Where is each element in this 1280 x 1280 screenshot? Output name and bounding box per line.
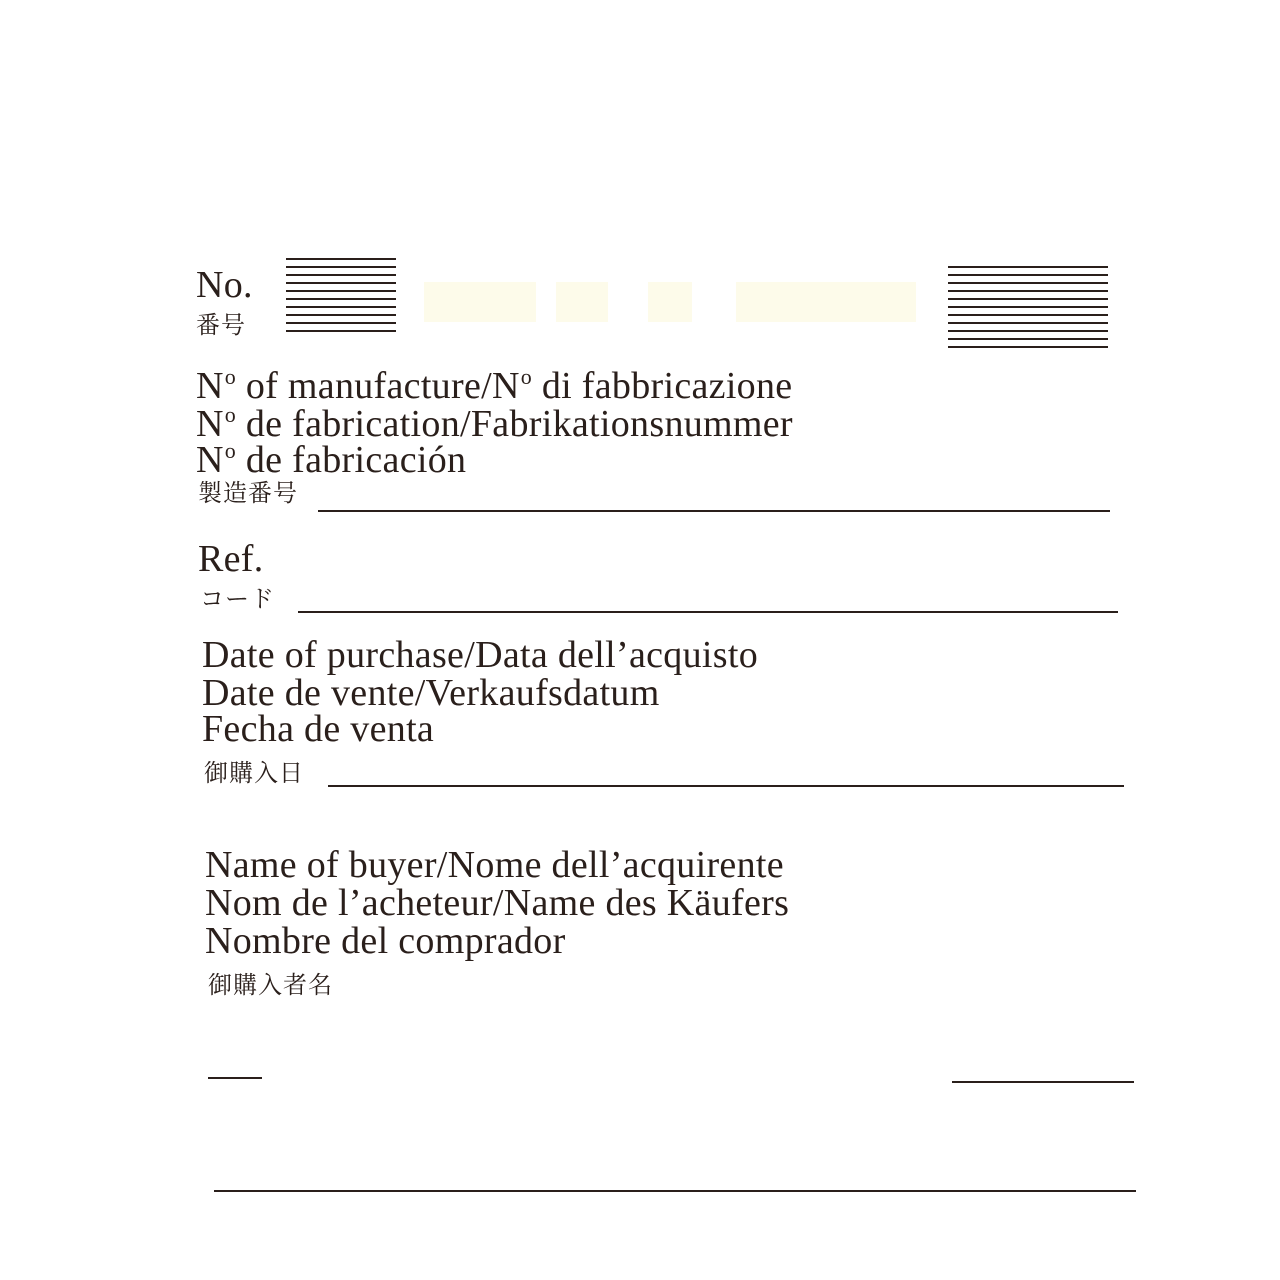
buyer-name-field[interactable] — [214, 1190, 1136, 1192]
manufacture-number-field[interactable] — [318, 510, 1110, 512]
manufacture-label-line2: $N^o$ de fabrication/Fabrikationsnummer — [196, 402, 793, 445]
manufacture-label-line3: $N^o$ de fabricación — [196, 438, 467, 481]
serial-code-field[interactable] — [948, 266, 1108, 354]
buyer-name-label-line1: Name of buyer/Nome dell’acquirente — [205, 844, 784, 886]
serial-number-label: No. — [196, 264, 253, 306]
serial-number-label-jp: 番号 — [196, 311, 246, 339]
reference-label-jp: コード — [200, 585, 275, 613]
masked-area — [736, 282, 916, 322]
manufacture-label-jp: 製造番号 — [198, 479, 298, 507]
buyer-field-short-right[interactable] — [952, 1081, 1134, 1083]
serial-number-field[interactable] — [286, 258, 396, 338]
reference-field[interactable] — [298, 611, 1118, 613]
manufacture-label-line1: $N^o$ of manufacture/$N^o$ di fabbricazione — [196, 364, 793, 407]
purchase-date-label-jp: 御購入日 — [204, 759, 304, 787]
buyer-name-label-line2: Nom de l’acheteur/Name des Käufers — [205, 882, 790, 924]
purchase-date-label-line1: Date of purchase/Data dell’acquisto — [202, 634, 758, 676]
buyer-name-label-line3: Nombre del comprador — [205, 920, 566, 962]
purchase-date-field[interactable] — [328, 785, 1124, 787]
buyer-field-short-left[interactable] — [208, 1077, 262, 1079]
masked-area — [648, 282, 692, 322]
masked-area — [556, 282, 608, 322]
buyer-name-label-jp: 御購入者名 — [208, 971, 333, 999]
purchase-date-label-line3: Fecha de venta — [202, 708, 435, 750]
masked-area — [424, 282, 536, 322]
reference-label: Ref. — [198, 538, 264, 580]
purchase-date-label-line2: Date de vente/Verkaufsdatum — [202, 672, 660, 714]
